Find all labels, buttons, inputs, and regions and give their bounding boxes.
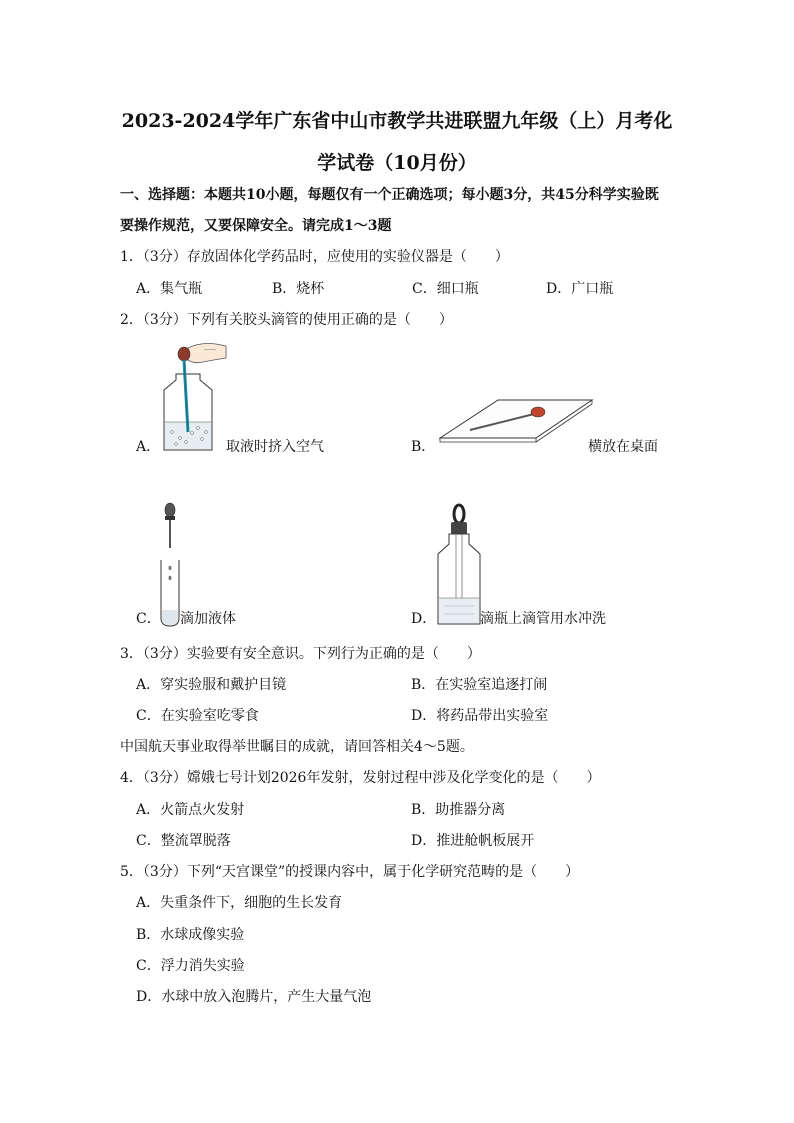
question-1-option-b[interactable]: B．烧杯 — [272, 281, 325, 297]
question-2-option-d-letter[interactable]: D． — [411, 611, 437, 627]
question-3-option-c[interactable]: C．在实验室吃零食 — [136, 708, 259, 724]
question-4-stem: 4．（3分）嫦娥七号计划2026年发射，发射过程中涉及化学变化的是（ ） — [120, 770, 601, 786]
exam-title-line1: 2023-2024学年广东省中山市教学共进联盟九年级（上）月考化 — [121, 110, 673, 132]
question-3-stem: 3．（3分）实验要有安全意识。下列行为正确的是（ ） — [120, 646, 481, 662]
question-5-option-b[interactable]: B．水球成像实验 — [136, 927, 245, 943]
question-2-option-b-caption: 横放在桌面 — [588, 439, 658, 455]
question-4-option-a[interactable]: A．火箭点火发射 — [136, 802, 245, 818]
question-2-option-a-letter[interactable]: A． — [136, 439, 161, 455]
question-2-stem: 2．（3分）下列有关胶头滴管的使用正确的是（ ） — [120, 312, 453, 328]
question-2-option-c-caption: 滴加液体 — [180, 611, 236, 627]
question-2-option-b-letter[interactable]: B． — [411, 439, 436, 455]
dropping-bottle-figure — [434, 502, 484, 628]
question-1-option-d[interactable]: D．广口瓶 — [546, 281, 614, 297]
dropper-on-table-figure — [436, 398, 596, 444]
question-1-option-c[interactable]: C．细口瓶 — [412, 281, 479, 297]
question-2-option-a-caption: 取液时挤入空气 — [226, 439, 324, 455]
dropper-over-test-tube-figure — [156, 500, 184, 628]
question-2-option-d-caption: 滴瓶上滴管用水冲洗 — [480, 611, 606, 627]
question-5-option-c[interactable]: C．浮力消失实验 — [136, 958, 245, 974]
question-3-option-a[interactable]: A．穿实验服和戴护目镜 — [136, 677, 287, 693]
exam-title-line2: 学试卷（10月份） — [317, 152, 477, 174]
section-header-line2: 要操作规范，又要保障安全。请完成1～3题 — [120, 218, 392, 234]
question-3-option-b[interactable]: B．在实验室追逐打闹 — [411, 677, 548, 693]
group-intro-text: 中国航天事业取得举世瞩目的成就，请回答相关4～5题。 — [120, 739, 474, 755]
question-2-option-c-letter[interactable]: C． — [136, 611, 161, 627]
section-header-line1: 一、选择题：本题共10小题，每题仅有一个正确选项；每小题3分，共45分科学实验既 — [120, 187, 659, 203]
question-4-option-d[interactable]: D．推进舱帆板展开 — [411, 833, 535, 849]
question-1-option-a[interactable]: A．集气瓶 — [136, 281, 203, 297]
question-5-option-d[interactable]: D．水球中放入泡腾片，产生大量气泡 — [136, 989, 372, 1005]
question-4-option-c[interactable]: C．整流罩脱落 — [136, 833, 231, 849]
dropper-bottle-squeeze-figure — [158, 338, 228, 458]
question-5-stem: 5．（3分）下列“天宫课堂”的授课内容中，属于化学研究范畴的是（ ） — [120, 864, 580, 880]
question-1-stem: 1．（3分）存放固体化学药品时，应使用的实验仪器是（ ） — [120, 249, 509, 265]
question-3-option-d[interactable]: D．将药品带出实验室 — [411, 708, 549, 724]
question-5-option-a[interactable]: A．失重条件下，细胞的生长发育 — [136, 895, 343, 911]
question-4-option-b[interactable]: B．助推器分离 — [411, 802, 506, 818]
